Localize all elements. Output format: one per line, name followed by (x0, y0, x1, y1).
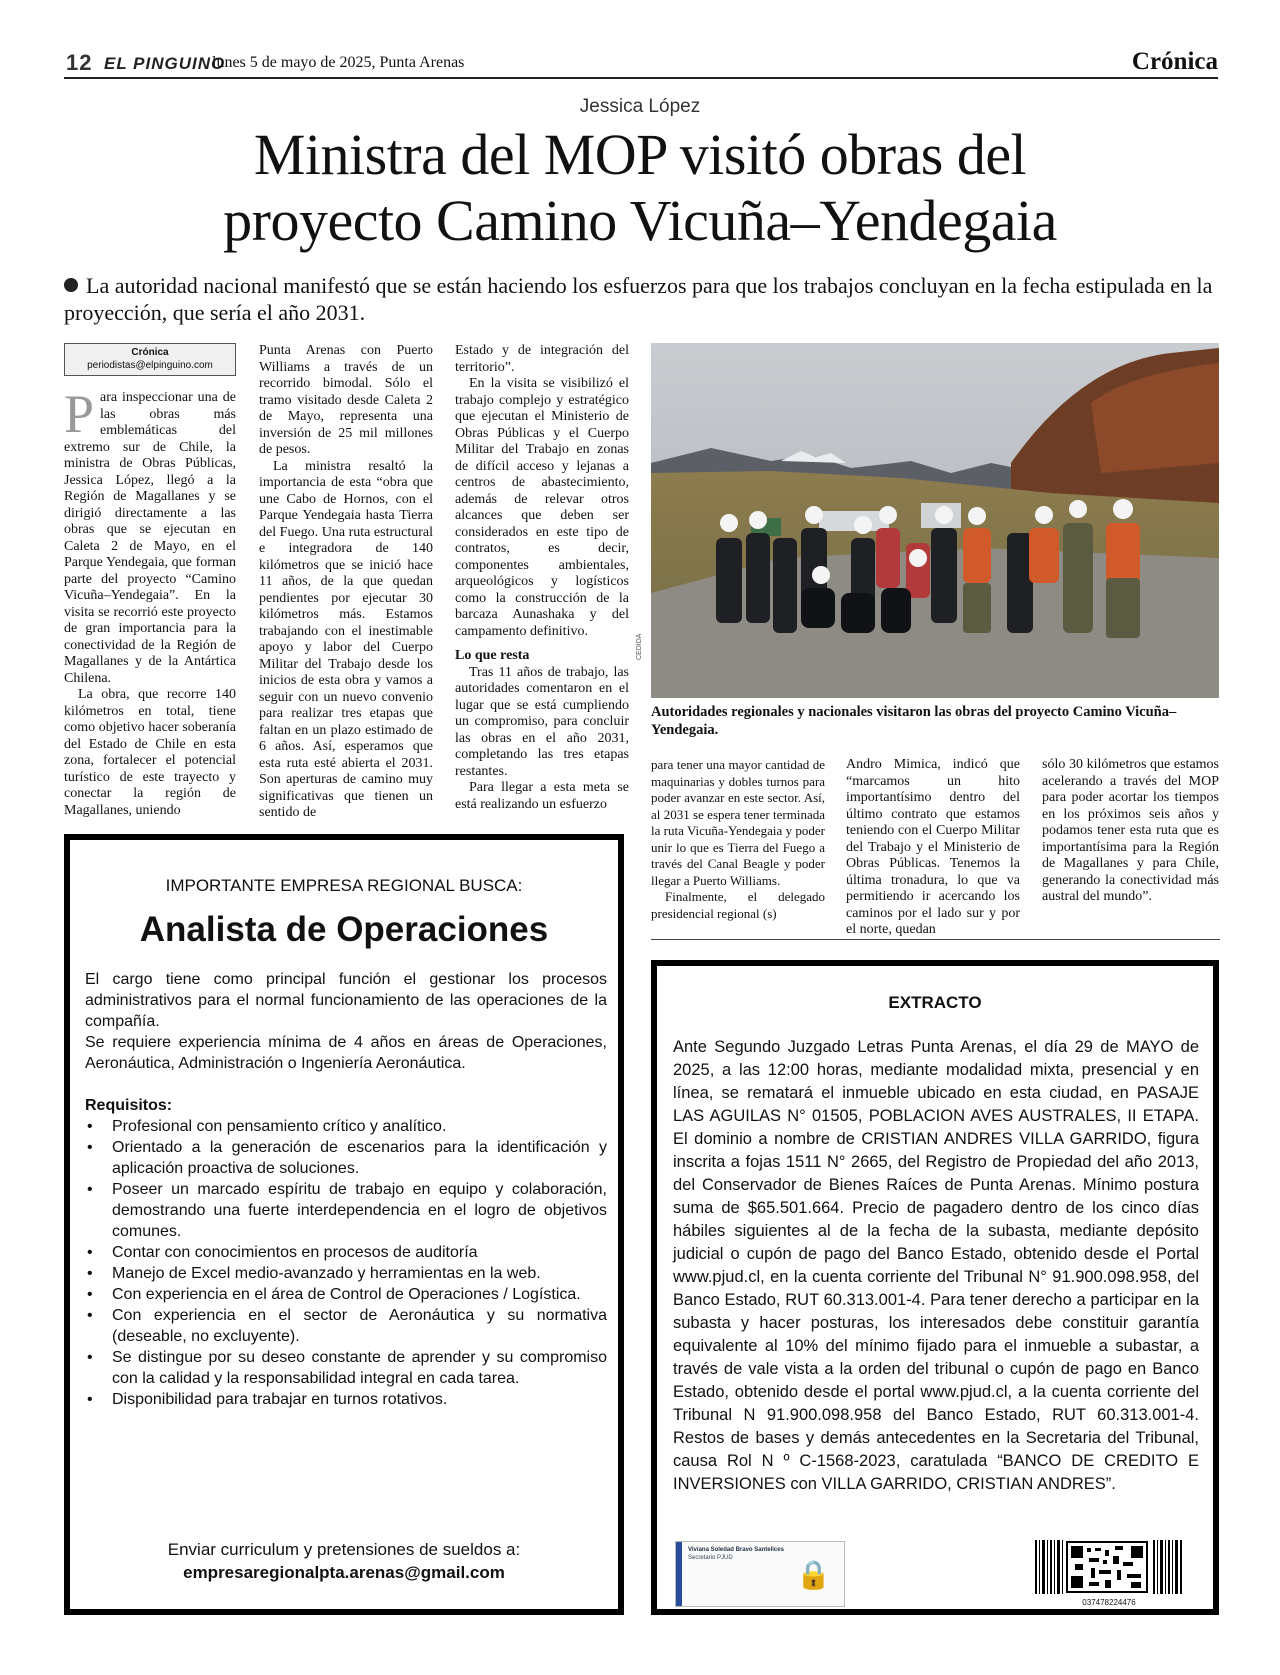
masthead-logo: EL PINGUINO (104, 54, 226, 73)
requirement-item: • Profesional con pensamiento crítico y analítico. (85, 1116, 607, 1137)
photo-credit: CEDIDA (636, 633, 643, 660)
ad-intro: El cargo tiene como principal función el gestionar los procesos administrativos para el normal funcionamiento de las operaciones de la compañía. (85, 971, 607, 1030)
requirements-list (85, 1116, 607, 1410)
paragraph: La ministra resaltó la importancia de esta “obra que une Cabo de Hornos, con el Parque Yendegaia hasta Tierra del Fuego. Una ruta estructural e integradora de 140 kilómetros que se inició hace 11 años, de la que quedan pendientes por ejecutar 30 kilómetros más. Estamos trabajando con el inestimable apoyo y labor del Cuerpo Militar del Trabajo desde los inicios de esta obra y vamos a seguir con un nuevo convenio para realizar tres etapas que faltan en un plazo estimado de 6 años. Así, esperamos que esta ruta esté abierta el 2031. Son aperturas de camino muy significativas que tienen un sentido de (259, 458, 433, 820)
paragraph: Para llegar a esta meta se está realizando un esfuerzo (455, 780, 629, 812)
subheading: Lo que resta (455, 648, 530, 663)
article-end-divider (651, 939, 1220, 940)
paragraph: Andro Mimica, indicó que “marcamos un hito importantísimo dentro del último contrato que estamos teniendo con el Cuerpo Militar del Trabajo y el Ministerio de Obras Públicas. Tenemos la última tronadura, lo que va permitiendo ir acercando los caminos por el lado sur y por el norte, quedan (846, 757, 1020, 937)
requirement-item: • Se distingue por su deseo constante de aprender y su compromiso con la calidad y la responsabilidad integral en cada tarea. (85, 1347, 607, 1389)
notice-body: Ante Segundo Juzgado Letras Punta Arenas, el día 29 de MAYO de 2025, a las 12:00 horas, mediante modalidad mixta, presencial y en línea, se rematará el inmueble ubicado en esta ciudad, en PASAJE LAS AGUILAS N° 01505, POBLACION AVES AUSTRALES, II ETAPA. El dominio a nombre de CRISTIAN ANDRES VILLA GARRIDO, figura inscrita a fojas 1511 N° 2665, del Registro de Propiedad del año 2013, del Conservador de Bienes Raíces de Punta Arenas. Mínimo postura suma de $65.501.664. Precio de pagadero dentro de los cinco días hábiles siguientes al de la fecha de la subasta, mediante depósito judicial o cupón de pago del Banco Estado, obtenido desde el Portal www.pjud.cl, en la cuenta corriente del Tribunal N° 91.900.098.958, del Banco Estado, RUT 60.313.001-4. Para tener derecho a participar en la subasta y hacer posturas, los interesados debe constituir garantía equivalente al 10% del mínimo fijado para el inmueble a subastar, a través de vale vista a la orden del tribunal o cupón de pago en Banco Estado, obtenido desde el portal www.pjud.cl, a la cuenta corriente del Tribunal N 91.900.098.958 del Banco Estado, RUT 60.313.001-4. Restos de bases y demás antecedentes en la Secretaria del Tribunal, causa Rol N º C-1568-2023, caratulada “BANCO DE CREDITO E INVERSIONES con VILLA GARRIDO, CRISTIAN ANDRES”. (673, 1038, 1199, 1493)
article-column-2 (259, 343, 433, 822)
page-number: 12 (66, 50, 93, 75)
ad-email-link[interactable]: empresaregionalpta.arenas@gmail.com (183, 1563, 505, 1582)
article-column-4 (651, 757, 825, 922)
ad-footer (70, 1538, 618, 1584)
header-divider (64, 77, 1218, 79)
paragraph: para tener una mayor cantidad de maquinarias y dobles turnos para poder avanzar en este sector. Así, al 2031 se espera tener terminada la ruta Vicuña-Yendegaia y poder unir lo que es Tierra del Fuego a través del Canal Beagle y poder llegar a Puerto Williams. (651, 757, 825, 888)
credit-email[interactable]: periodistas@elpinguino.com (87, 360, 213, 371)
ad-subtitle: IMPORTANTE EMPRESA REGIONAL BUSCA: (165, 876, 523, 895)
photo-caption: Autoridades regionales y nacionales visitaron las obras del proyecto Camino Vicuña–Yendegaia. (651, 704, 1177, 738)
ad-body (85, 969, 607, 1410)
section-title: Crónica (1131, 48, 1218, 75)
ad-experience: Se requiere experiencia mínima de 4 años en áreas de Operaciones, Aeronáutica, Administración o Ingeniería Aeronáutica. (85, 1034, 607, 1072)
legal-notice (651, 960, 1219, 1615)
article-column-1 (64, 384, 236, 819)
ad-title: Analista de Operaciones (139, 910, 549, 949)
paragraph: Estado y de integración del territorio”. (455, 343, 629, 375)
paragraph: sólo 30 kilómetros que estamos acelerando a través del MOP para poder acortar los tiempos en los próximos seis años y podamos tener esta ruta que es importantísima para la Región de Magallanes y para Chile, generando la conectividad más austral del mundo”. (1042, 757, 1219, 904)
paragraph: Finalmente, el delegado presidencial regional (s) (651, 889, 825, 921)
barcode-icon (1035, 1540, 1183, 1594)
article-column-5 (846, 757, 1020, 939)
job-advertisement (64, 834, 624, 1615)
byline: Jessica López (579, 96, 701, 117)
paragraph: Punta Arenas con Puerto Williams a través de un recorrido bimodal. Sólo el tramo visitado desde Caleta 2 de Mayo, representa una inversión de 25 mil millones de pesos. (259, 343, 433, 457)
requirement-item: • Poseer un marcado espíritu de trabajo en equipo y colaboración, demostrando una fuerte interdependencia en el logro de objetivos comunes. (85, 1179, 607, 1242)
credit-section: Crónica (131, 347, 169, 358)
digital-signature (675, 1541, 845, 1607)
requirement-item: • Con experiencia en el área de Control de Operaciones / Logística. (85, 1284, 607, 1305)
requirement-item: • Contar con conocimientos en procesos de auditoría (85, 1242, 607, 1263)
ad-footer-text: Enviar curriculum y pretensiones de sueldos a: (167, 1540, 521, 1559)
group-photo (651, 343, 1219, 698)
bullet-icon (64, 278, 78, 292)
paragraph: En la visita se visibilizó el trabajo complejo y estratégico que ejecutan el Ministerio de Obras Públicas y el Cuerpo Militar del Trabajo en zonas de difícil acceso y lejanas a centros de abastecimiento, además de relevar otros alcances que deben ser considerados en este tipo de contratos, es decir, componentes ambientales, arqueológicos y logísticos como la construcción de la barcaza Aunashaka y del campamento definitivo. (455, 376, 629, 639)
headline (100, 122, 1180, 254)
signature-bar (676, 1542, 682, 1606)
deck-text: La autoridad nacional manifestó que se están haciendo los esfuerzos para que los trabajos concluyan en la fecha estipulada en la proyección, que sería el año 2031. (64, 273, 1213, 325)
paragraph: Tras 11 años de trabajo, las autoridades comentaron en el lugar que se está cumpliendo un compromiso, para concluir las obras en el año 2031, completando las tres etapas restantes. (455, 664, 629, 779)
requirement-item: • Manejo de Excel medio-avanzado y herramientas en la web. (85, 1263, 607, 1284)
barcode-number: 037478224476 (1082, 1598, 1136, 1607)
requirement-item: • Orientado a la generación de escenarios para la identificación y aplicación proactiva de soluciones. (85, 1137, 607, 1179)
author-credit-box (64, 343, 236, 376)
signature-role: Secretario PJUD (688, 1555, 733, 1561)
deck (64, 272, 1220, 326)
paragraph: ara inspeccionar una de las obras más emblemáticas del extremo sur de Chile, la ministra de Obras Públicas, Jessica López, llegó a la Región de Magallanes y se dirigió directamente a las obras que se ejecutan en Caleta 2 de Mayo, en el Parque Yendegaia, que forman parte del proyecto “Camino Vicuña–Yendegaia”. En la visita se recorrió este proyecto de gran importancia para la conectividad de la Región de Magallanes y de la Antártica Chilena. (64, 390, 236, 686)
paragraph: La obra, que recorre 140 kilómetros en total, tiene como objetivo hacer soberanía del Estado de Chile en esta zona, fortalecer el potencial turístico de este trayecto y conectar la región de Magallanes, uniendo (64, 687, 236, 818)
requirements-title: Requisitos: (85, 1097, 173, 1114)
requirement-item: • Disponibilidad para trabajar en turnos rotativos. (85, 1389, 607, 1410)
article-column-6 (1042, 757, 1219, 906)
signature-name: Viviana Soledad Bravo Santelices (688, 1547, 784, 1553)
drop-cap: P (64, 384, 95, 444)
article-column-3 (455, 343, 629, 813)
dateline: lunes 5 de mayo de 2025, Punta Arenas (212, 54, 465, 71)
headline-line-2: proyecto Camino Vicuña–Yendegaia (223, 188, 1057, 253)
photo-illustration (651, 343, 1219, 698)
requirement-item: • Con experiencia en el sector de Aeronáutica y su normativa (deseable, no excluyente). (85, 1305, 607, 1347)
headline-line-1: Ministra del MOP visitó obras del (253, 122, 1027, 187)
lock-icon: 🔒 (796, 1559, 831, 1590)
notice-title: EXTRACTO (888, 993, 982, 1012)
